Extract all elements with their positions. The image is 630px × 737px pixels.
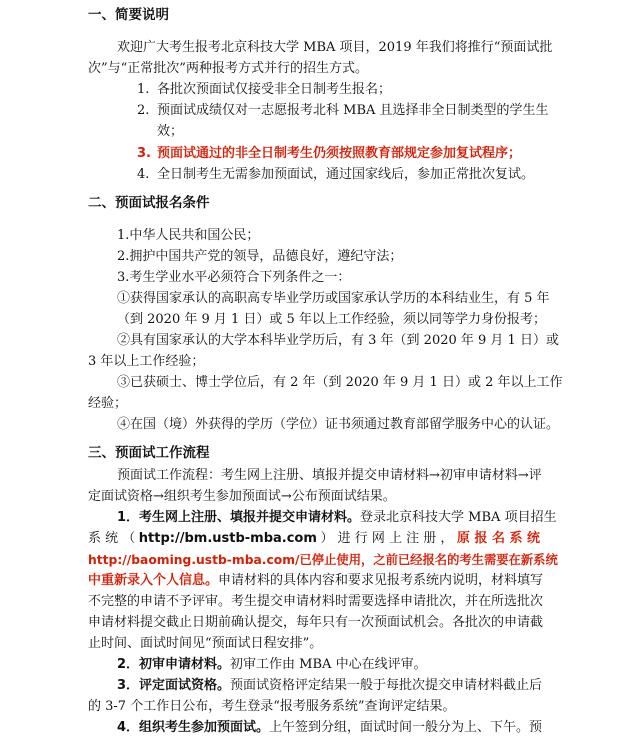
step4-title: 4．组织考生参加预面试。 xyxy=(117,720,270,735)
section1-intro-line1: 欢迎广大考生报考北京科技大学 MBA 项目，2019 年我们将推行“预面试批 xyxy=(117,40,553,55)
section2-line-5: （到 2020 年 9 月 1 日）或 5 年以上工作经验，须以同等学力身份报考； xyxy=(117,312,546,327)
step3-title: 3．评定面试资格。 xyxy=(117,678,231,693)
step1-line2-b: ） 进 行 网 上 注 册 ， xyxy=(320,531,454,546)
section3-heading: 三、预面试工作流程 xyxy=(88,445,210,461)
item-text: 全日制考生无需参加预面试，通过国家线后，参加正常批次复试。 xyxy=(157,167,535,182)
item-number: 3. xyxy=(137,146,151,161)
step4-line xyxy=(117,719,542,737)
step1-red-c: 中重新录入个人信息。 xyxy=(88,573,219,588)
step3-line2: 的 3-7 个工作日公布，考生登录“报考服务系统”查询评定结果。 xyxy=(88,699,456,714)
step1-text-c: 申请材料的具体内容和要求见报考系统内说明，材料填写 xyxy=(218,573,544,588)
section2-line-7: 3 年以上工作经验； xyxy=(88,354,205,369)
item-number: 2. xyxy=(137,103,150,118)
step1-line1 xyxy=(117,509,557,527)
section3-flow-line2: 定面试资格→组织考生参加预面试→公布预面试结果。 xyxy=(88,489,396,504)
step2-text: 初审工作由 MBA 中心在线评审。 xyxy=(230,657,427,672)
step1-text-a: 登录北京科技大学 MBA 项目招生 xyxy=(360,510,557,525)
step1-line2-a: 系 统 （ xyxy=(88,531,136,546)
section2-line-8: ③已获硕士、博士学位后，有 2 年（到 2020 年 9 月 1 日）或 2 年以上工作 xyxy=(117,375,563,390)
step4-text: 上午签到分组，面试时间一般分为上、下午。预 xyxy=(269,720,543,735)
section2-line-4: ①获得国家承认的高职高专毕业学历或国家承认学历的本科结业生，有 5 年 xyxy=(117,291,550,306)
step3-text: 预面试资格评定结果一般于每批次提交申请材料截止后 xyxy=(230,678,543,693)
section1-intro-line2: 次”与“正常批次”两种报考方式并行的招生方式。 xyxy=(88,61,368,76)
section2-line-1: 1.中华人民共和国公民； xyxy=(117,228,260,243)
section2-line-10: ④在国（境）外获得的学历（学位）证书须通过教育部留学服务中心的认证。 xyxy=(117,417,560,432)
step1-red-line: http://baoming.ustb-mba.com/已停止使用，之前已经报名的考生需要在新系统 xyxy=(88,553,558,567)
step1-line7: 止时间、面试时间见“预面试日程安排”。 xyxy=(88,636,323,651)
item-number: 1. xyxy=(137,82,150,97)
step1-line6: 申请材料提交截止日期前确认提交，每年只有一次预面试机会。各批次的申请截 xyxy=(88,615,544,630)
item-text: 预面试通过的非全日制考生仍须按照教育部规定参加复试程序； xyxy=(157,146,522,161)
section1-item-4 xyxy=(137,166,534,184)
step1-red-a: 原 报 名 系 统 xyxy=(456,531,540,546)
section2-line-3: 3.考生学业水平必须符合下列条件之一： xyxy=(117,270,351,285)
section3-flow-line1: 预面试工作流程：考生网上注册、填报并提交申请材料→初审申请材料→评 xyxy=(117,468,542,483)
step1-line5: 不完整的申请不予评审。考生提交申请材料时需要选择申请批次，并在所选批次 xyxy=(88,594,544,609)
item-text: 预面试成绩仅对一志愿报考北科 MBA 且选择非全日制类型的学生生 xyxy=(157,103,549,118)
section1-heading: 一、简要说明 xyxy=(88,7,169,23)
section1-item-1 xyxy=(137,81,391,99)
item-text: 各批次预面试仅接受非全日制考生报名； xyxy=(157,82,392,97)
step1-url: http://bm.ustb-mba.com xyxy=(138,531,317,546)
section1-item-3 xyxy=(137,145,521,163)
section1-item-2 xyxy=(137,102,549,120)
item-number: 4. xyxy=(137,167,150,182)
step1-line4 xyxy=(88,572,543,590)
section2-line-2: 2.拥护中国共产党的领导，品德良好，遵纪守法； xyxy=(117,249,403,264)
section1-item-2-cont: 效； xyxy=(157,124,184,139)
section2-line-6: ②具有国家承认的大学本科毕业学历后，有 3 年（到 2020 年 9 月 1 日）或 xyxy=(117,333,559,348)
section2-heading: 二、预面试报名条件 xyxy=(88,195,210,211)
step2-line xyxy=(117,656,427,674)
step2-title: 2．初审申请材料。 xyxy=(117,657,231,672)
step1-title: 1．考生网上注册、填报并提交申请材料。 xyxy=(117,510,361,525)
section2-line-9: 经验； xyxy=(88,396,128,411)
step3-line xyxy=(117,677,542,695)
step1-line2 xyxy=(88,530,540,548)
